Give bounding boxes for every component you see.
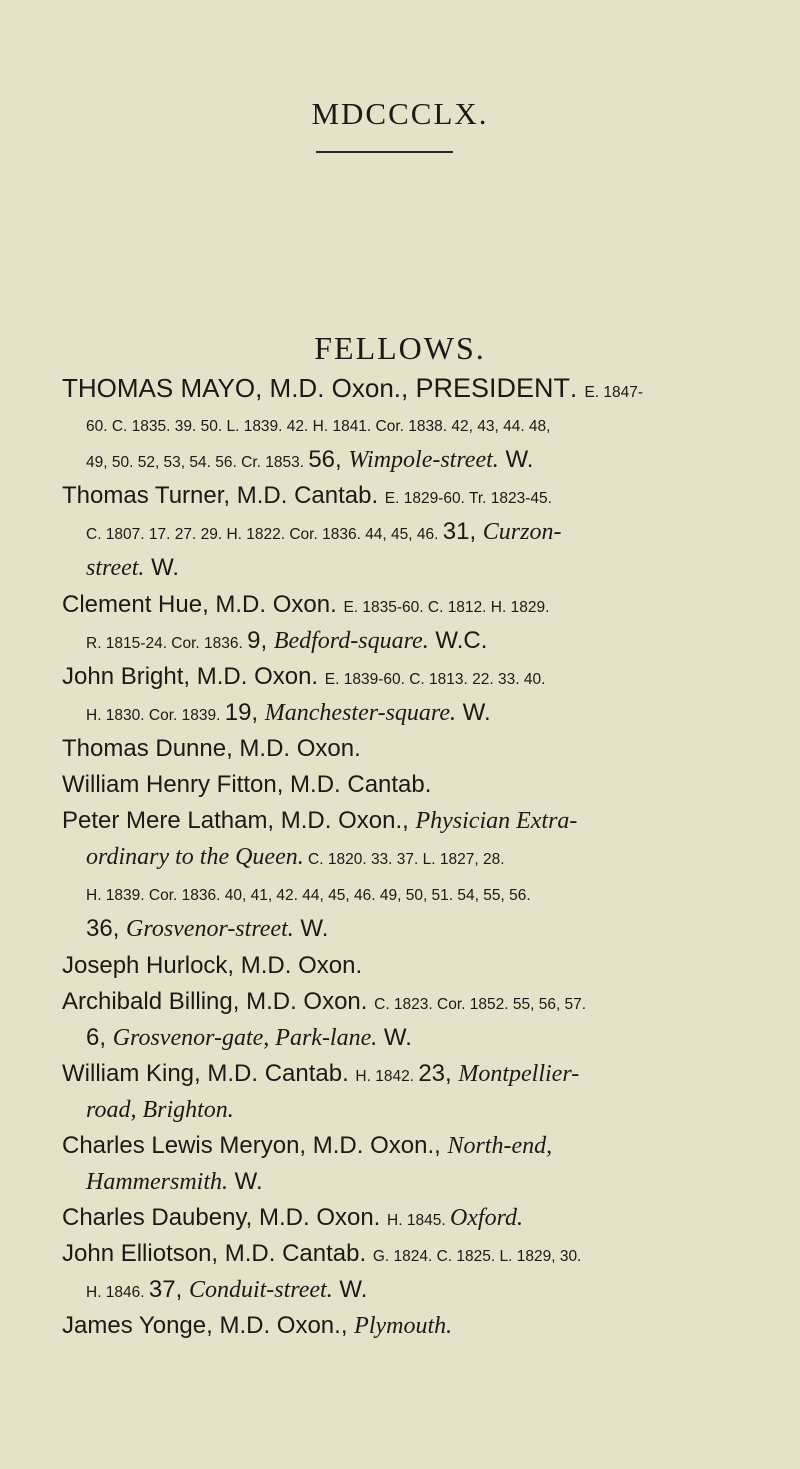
entry-text-segment: Charles Lewis Meryon, M.D. Oxon., (62, 1131, 448, 1159)
entry-text-segment: 9, (247, 626, 274, 654)
entry-line (62, 875, 778, 911)
entry-text-segment: H. 1830. Cor. 1839. (86, 706, 225, 724)
entry-text-segment: W. (377, 1023, 412, 1051)
entry-text-segment: Thomas Turner, M.D. Cantab. (62, 482, 385, 510)
entry-line (62, 1128, 778, 1164)
fellows-list (62, 370, 778, 1345)
entry-text-segment: G. 1824. C. 1825. L. 1829, 30. (372, 1248, 582, 1266)
entry-line (62, 731, 778, 767)
entry-text-segment: Charles Daubeny, M.D. Oxon. (62, 1204, 388, 1232)
entry-line (62, 478, 778, 514)
entry-text-segment: W. (498, 446, 534, 474)
entry-line (62, 695, 778, 731)
entry-line (62, 550, 778, 586)
entry-text-segment: William King, M.D. Cantab. (62, 1059, 356, 1087)
entry-text-segment: 49, 50. 52, 53, 54. 56. Cr. 1853. (86, 454, 309, 472)
entry-text-segment: Thomas Dunne, M.D. Oxon. (62, 734, 361, 762)
entry-text-segment: Manchester-square. (264, 699, 457, 726)
entry-line (62, 1092, 778, 1128)
entry-text-segment: 19, (224, 698, 265, 726)
entry-text-segment: Clement Hue, M.D. Oxon. (62, 590, 344, 618)
entry-text-segment: 60. C. 1835. 39. 50. L. 1839. 42. H. 1841. Cor. 1838. 42, 43, 44. 48, (86, 418, 551, 436)
entry-line (62, 406, 778, 442)
entry-text-segment: Grosvenor-street. (126, 916, 294, 943)
entry-text-segment: W. (293, 915, 329, 943)
entry-line (62, 839, 778, 875)
entry-text-segment: Joseph Hurlock, M.D. Oxon. (62, 951, 363, 979)
entry-text-segment: 36, (86, 915, 127, 943)
entry-line (62, 984, 778, 1020)
entry-text-segment: W. (144, 554, 180, 582)
entry-text-segment: W.C. (428, 626, 488, 654)
entry-text-segment: E. 1835-60. C. 1812. H. 1829. (343, 598, 550, 616)
entry-line (62, 1200, 778, 1236)
page-header-year: MDCCCLX. (311, 96, 489, 131)
entry-text-segment: E. 1829-60. Tr. 1823-45. (384, 490, 552, 508)
header-rule-divider (316, 151, 453, 153)
entry-text-segment: C. 1823. Cor. 1852. 55, 56, 57. (374, 995, 587, 1013)
entry-text-segment: Archibald Billing, M.D. Oxon. (62, 987, 375, 1015)
entry-text-segment: R. 1815-24. Cor. 1836. (86, 634, 248, 652)
entry-text-segment: 31, (442, 518, 483, 546)
entry-text-segment: RESIDENT (433, 373, 570, 403)
entry-line (62, 587, 778, 623)
entry-line (62, 767, 778, 803)
entry-text-segment: H. 1845. (387, 1212, 450, 1230)
entry-text-segment: Plymouth. (354, 1313, 453, 1340)
entry-line (62, 911, 778, 947)
entry-text-segment: 6, (86, 1023, 113, 1051)
entry-text-segment: H. 1846. (86, 1284, 149, 1302)
entry-text-segment: North-end, (447, 1132, 553, 1159)
entry-text-segment: Peter Mere Latham, M.D. Oxon., (62, 807, 416, 835)
entry-text-segment: James Yonge, M.D. Oxon., (62, 1312, 355, 1340)
entry-line (62, 1056, 778, 1092)
entry-text-segment: C. 1807. 17. 27. 29. H. 1822. Cor. 1836. 44, 45, 46. (86, 526, 443, 544)
entry-line (62, 1308, 778, 1344)
entry-text-segment: Hammersmith. (86, 1169, 228, 1196)
entry-text-segment: William Henry Fitton, M.D. Cantab. (62, 771, 432, 799)
entry-text-segment: street. (86, 555, 145, 582)
entry-text-segment: H. 1842. (355, 1067, 419, 1085)
entry-text-segment: 37, (148, 1276, 189, 1304)
entry-text-segment: road, Brighton. (86, 1096, 234, 1123)
entry-text-segment: ordinary to the Queen. (86, 844, 304, 871)
entry-line (62, 370, 778, 406)
entry-line (62, 803, 778, 839)
entry-line (62, 1164, 778, 1200)
entry-text-segment: C. 1820. 33. 37. L. 1827, 28. (303, 851, 505, 869)
entry-text-segment: H. 1839. Cor. 1836. 40, 41, 42. 44, 45, 46. 49, 50, 51. 54, 55, 56. (86, 887, 531, 905)
entry-line (62, 1272, 778, 1308)
entry-text-segment: E. 1839-60. C. 1813. 22. 33. 40. (324, 670, 546, 688)
entry-text-segment: Curzon- (482, 519, 562, 546)
entry-line (62, 948, 778, 984)
entry-line (62, 623, 778, 659)
entry-text-segment: 23, (418, 1059, 459, 1087)
entry-text-segment: W. (332, 1276, 368, 1304)
entry-text-segment: Bedford-square. (273, 627, 429, 654)
entry-text-segment: . (570, 373, 585, 403)
entry-text-segment: John Elliotson, M.D. Cantab. (62, 1240, 373, 1268)
entry-text-segment: THOMAS MAYO, M.D. Oxon., (62, 373, 416, 403)
entry-text-segment: W. (228, 1168, 263, 1196)
entry-line (62, 659, 778, 695)
entry-line (62, 514, 778, 550)
entry-line (62, 1236, 778, 1272)
entry-text-segment: Oxford. (449, 1205, 524, 1232)
section-heading: FELLOWS. (314, 330, 486, 366)
entry-line (62, 1020, 778, 1056)
entry-text-segment: W. (456, 698, 491, 726)
entry-text-segment: John Bright, M.D. Oxon. (62, 662, 325, 690)
entry-text-segment: E. 1847- (584, 384, 644, 401)
entry-text-segment: Conduit-street. (188, 1277, 333, 1304)
entry-text-segment: Wimpole-street. (348, 447, 499, 474)
entry-text-segment: Montpellier- (458, 1060, 580, 1087)
entry-text-segment: P (415, 373, 434, 403)
entry-text-segment: Grosvenor-gate, Park-lane. (112, 1024, 378, 1051)
entry-text-segment: Physician Extra- (415, 808, 578, 835)
entry-line (62, 442, 778, 478)
entry-text-segment: 56, (308, 446, 349, 474)
